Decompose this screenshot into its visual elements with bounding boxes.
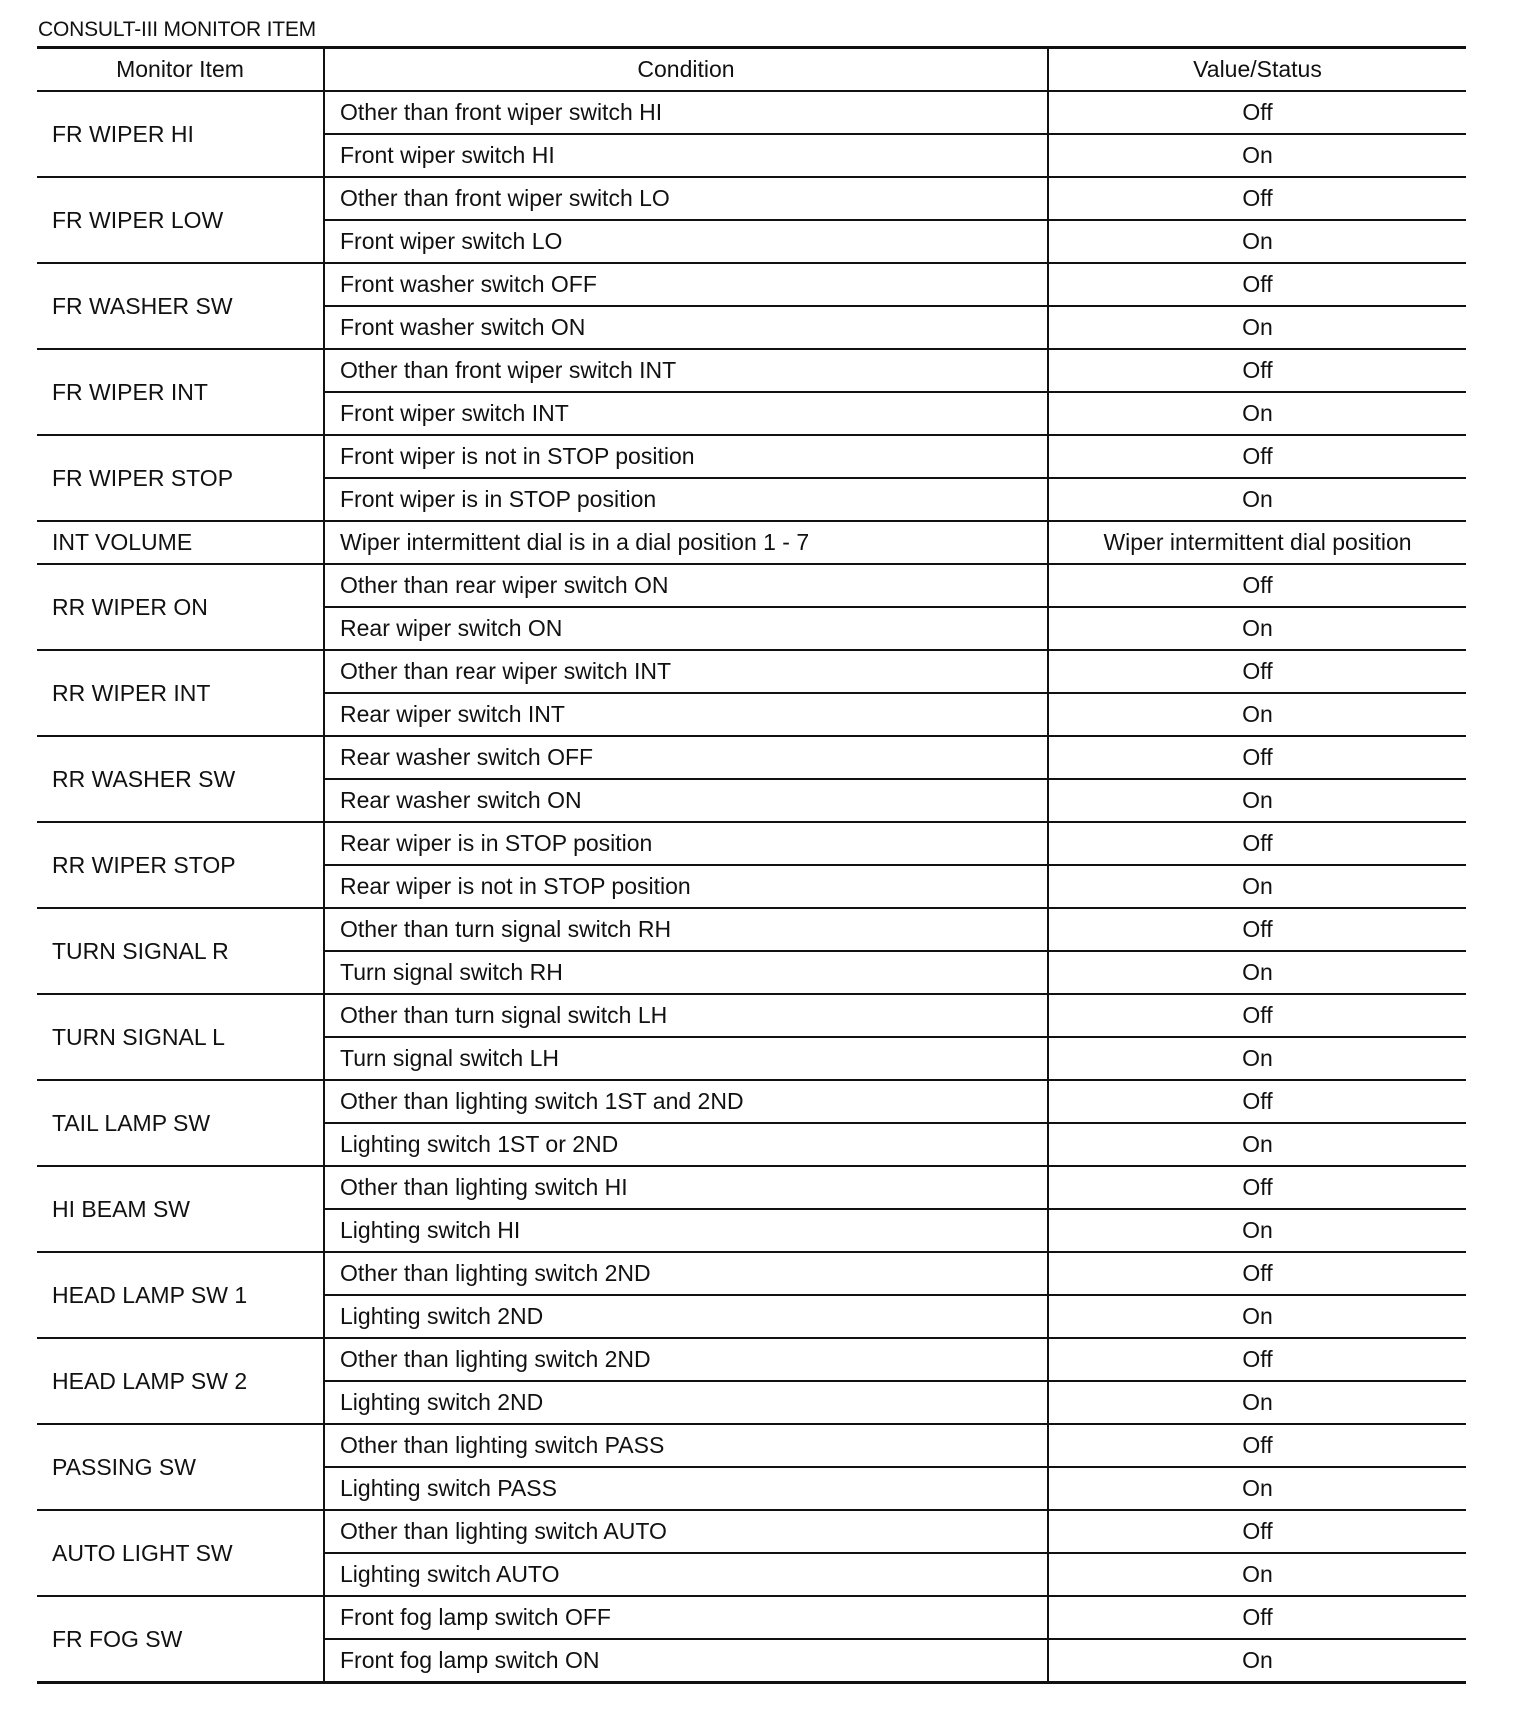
table-row [37,435,1466,478]
monitor-item-table [37,46,1466,1684]
value-status-cell: Off [1048,1510,1466,1553]
value-status-cell: On [1048,306,1466,349]
condition-cell: Other than turn signal switch LH [324,994,1048,1037]
value-status-cell: Off [1048,650,1466,693]
condition-cell: Rear wiper is not in STOP position [324,865,1048,908]
condition-cell: Front wiper is in STOP position [324,478,1048,521]
condition-cell: Other than lighting switch PASS [324,1424,1048,1467]
value-status-cell: On [1048,220,1466,263]
monitor-item-cell: RR WIPER ON [37,564,324,650]
value-status-cell: On [1048,1381,1466,1424]
header-condition: Condition [324,48,1048,92]
table-body [37,91,1466,1683]
value-status-cell: On [1048,392,1466,435]
table-row [37,91,1466,134]
monitor-item-cell: FR WASHER SW [37,263,324,349]
value-status-cell: On [1048,1037,1466,1080]
condition-cell: Turn signal switch LH [324,1037,1048,1080]
monitor-item-cell: AUTO LIGHT SW [37,1510,324,1596]
table-row [37,263,1466,306]
monitor-item-cell: RR WASHER SW [37,736,324,822]
table-row [37,736,1466,779]
table-row [37,1338,1466,1381]
table-row [37,994,1466,1037]
monitor-item-cell: FR WIPER HI [37,91,324,177]
table-row [37,822,1466,865]
monitor-item-cell: FR WIPER INT [37,349,324,435]
monitor-item-cell: FR WIPER LOW [37,177,324,263]
condition-cell: Other than lighting switch 2ND [324,1338,1048,1381]
monitor-item-cell: FR WIPER STOP [37,435,324,521]
table-row [37,564,1466,607]
condition-cell: Rear washer switch OFF [324,736,1048,779]
condition-cell: Other than front wiper switch LO [324,177,1048,220]
condition-cell: Wiper intermittent dial is in a dial position 1 - 7 [324,521,1048,564]
value-status-cell: Off [1048,994,1466,1037]
condition-cell: Turn signal switch RH [324,951,1048,994]
value-status-cell: Off [1048,435,1466,478]
value-status-cell: On [1048,1553,1466,1596]
condition-cell: Other than lighting switch 1ST and 2ND [324,1080,1048,1123]
condition-cell: Other than lighting switch 2ND [324,1252,1048,1295]
condition-cell: Front wiper switch LO [324,220,1048,263]
table-row [37,908,1466,951]
monitor-item-cell: FR FOG SW [37,1596,324,1683]
value-status-cell: On [1048,951,1466,994]
monitor-item-cell: RR WIPER INT [37,650,324,736]
value-status-cell: Off [1048,263,1466,306]
condition-cell: Rear wiper is in STOP position [324,822,1048,865]
value-status-cell: On [1048,1123,1466,1166]
value-status-cell: On [1048,134,1466,177]
value-status-cell: On [1048,607,1466,650]
condition-cell: Lighting switch 2ND [324,1295,1048,1338]
condition-cell: Other than turn signal switch RH [324,908,1048,951]
value-status-cell: Off [1048,1080,1466,1123]
table-row [37,1596,1466,1639]
monitor-item-cell: TURN SIGNAL R [37,908,324,994]
monitor-item-cell: HEAD LAMP SW 2 [37,1338,324,1424]
condition-cell: Front washer switch OFF [324,263,1048,306]
table-caption: CONSULT-III MONITOR ITEM [38,18,316,41]
value-status-cell: Off [1048,908,1466,951]
value-status-cell: Off [1048,1252,1466,1295]
value-status-cell: Off [1048,91,1466,134]
value-status-cell: Off [1048,1596,1466,1639]
condition-cell: Front fog lamp switch ON [324,1639,1048,1683]
table-row [37,349,1466,392]
header-monitor-item: Monitor Item [37,48,324,92]
header-row [37,48,1466,92]
condition-cell: Front washer switch ON [324,306,1048,349]
value-status-cell: Off [1048,564,1466,607]
monitor-item-cell: HI BEAM SW [37,1166,324,1252]
condition-cell: Other than lighting switch HI [324,1166,1048,1209]
value-status-cell: Off [1048,349,1466,392]
condition-cell: Rear wiper switch ON [324,607,1048,650]
value-status-cell: Off [1048,1424,1466,1467]
value-status-cell: Wiper intermittent dial position [1048,521,1466,564]
value-status-cell: On [1048,478,1466,521]
condition-cell: Front wiper switch HI [324,134,1048,177]
condition-cell: Lighting switch AUTO [324,1553,1048,1596]
value-status-cell: On [1048,1467,1466,1510]
condition-cell: Rear washer switch ON [324,779,1048,822]
table-row [37,1252,1466,1295]
condition-cell: Lighting switch 1ST or 2ND [324,1123,1048,1166]
condition-cell: Front wiper switch INT [324,392,1048,435]
value-status-cell: Off [1048,822,1466,865]
monitor-item-cell: TAIL LAMP SW [37,1080,324,1166]
value-status-cell: On [1048,1209,1466,1252]
value-status-cell: On [1048,779,1466,822]
value-status-cell: On [1048,1639,1466,1683]
value-status-cell: Off [1048,177,1466,220]
monitor-item-cell: TURN SIGNAL L [37,994,324,1080]
value-status-cell: Off [1048,1166,1466,1209]
condition-cell: Rear wiper switch INT [324,693,1048,736]
table-row [37,1424,1466,1467]
monitor-item-cell: RR WIPER STOP [37,822,324,908]
header-value-status: Value/Status [1048,48,1466,92]
condition-cell: Lighting switch PASS [324,1467,1048,1510]
condition-cell: Other than lighting switch AUTO [324,1510,1048,1553]
table-row [37,1510,1466,1553]
condition-cell: Front wiper is not in STOP position [324,435,1048,478]
monitor-item-cell: INT VOLUME [37,521,324,564]
condition-cell: Other than rear wiper switch INT [324,650,1048,693]
condition-cell: Front fog lamp switch OFF [324,1596,1048,1639]
table-row [37,521,1466,564]
monitor-item-cell: HEAD LAMP SW 1 [37,1252,324,1338]
value-status-cell: On [1048,865,1466,908]
table-row [37,177,1466,220]
monitor-item-cell: PASSING SW [37,1424,324,1510]
condition-cell: Other than front wiper switch INT [324,349,1048,392]
table-row [37,1080,1466,1123]
value-status-cell: Off [1048,1338,1466,1381]
value-status-cell: Off [1048,736,1466,779]
condition-cell: Other than rear wiper switch ON [324,564,1048,607]
table-row [37,1166,1466,1209]
condition-cell: Other than front wiper switch HI [324,91,1048,134]
value-status-cell: On [1048,1295,1466,1338]
table-row [37,650,1466,693]
condition-cell: Lighting switch HI [324,1209,1048,1252]
value-status-cell: On [1048,693,1466,736]
condition-cell: Lighting switch 2ND [324,1381,1048,1424]
